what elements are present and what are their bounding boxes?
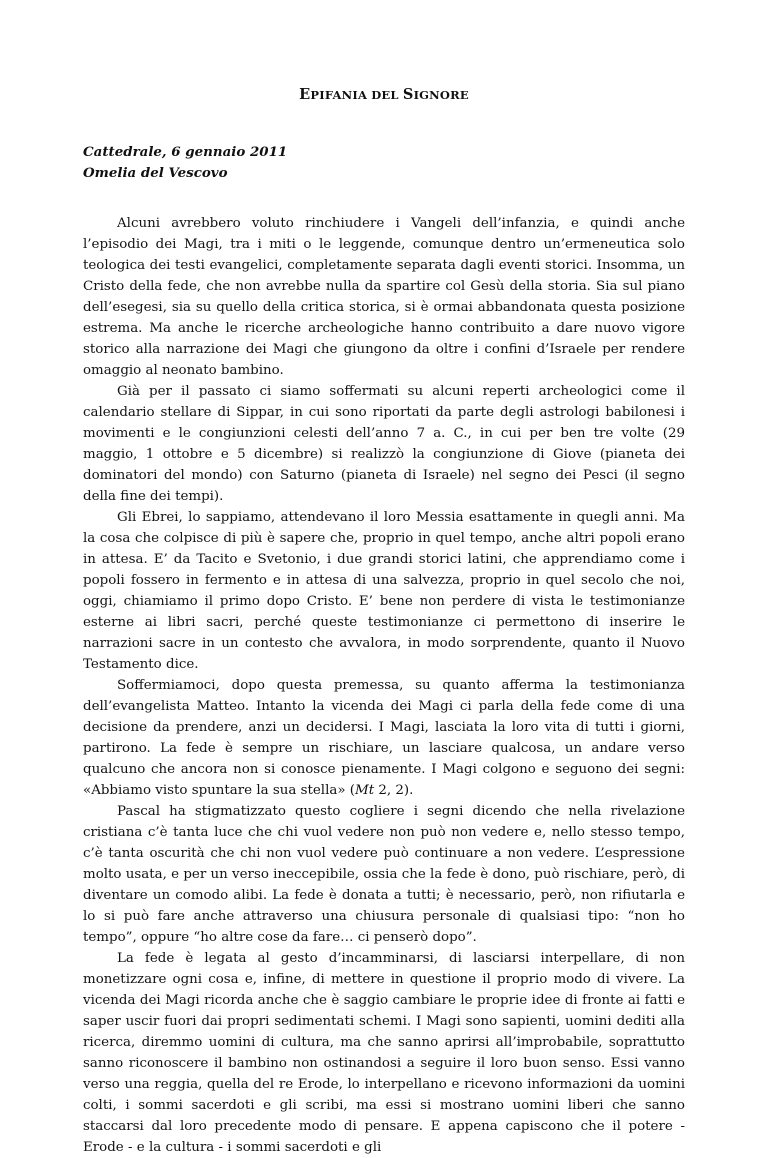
document-page [83,86,685,1158]
paragraph: Gli Ebrei, lo sappiamo, attendevano il loro Messia esattamente in quegli anni. Ma la cosa che colpisce di più è sapere che, proprio in quel tempo, anche altri popoli erano in attesa. E’ da Tacito e Svetonio, i due grandi storici latini, che apprendiamo come i popoli fossero in fermento e in attesa di una salvezza, proprio in quel secolo che noi, oggi, chiamiamo il primo dopo Cristo. E’ bene non perdere di vista le testimonianze esterne ai libri sacri, perché queste testimonianze ci permettono di inserire le narrazioni sacre in un contesto che avvalora, in modo sorprendente, quanto il Nuovo Testamento dice. [83,510,685,672]
document-body [83,213,685,1158]
document-subtitle: Omelia del Vescovo [83,165,228,181]
document-title: EPIFANIA DEL SIGNORE [299,86,469,103]
paragraph: Pascal ha stigmatizzato questo cogliere i segni dicendo che nella rivelazione cristiana c’è tanta luce che chi vuol vedere non può non vedere e, nello stesso tempo, c’è tanta oscurità che chi non vuol vedere può continuare a non vedere. L’espressione molto usata, e per un verso ineccepibile, ossia che la fede è dono, può rischiare, però, di diventare un comodo alibi. La fede è donata a tutti; è necessario, però, non rifiutarla e lo si può fare anche attraverso una chiusura personale di qualsiasi tipo: “non ho tempo”, oppure “ho altre cose da fare… ci penserò dopo”. [83,804,685,945]
paragraph: Soffermiamoci, dopo questa premessa, su quanto afferma la testimonianza dell’evangelista Matteo. Intanto la vicenda dei Magi ci parla della fede come di una decisione da prendere, anzi un decidersi. I Magi, lasciata la loro vita di tutti i giorni, partirono. La fede è sempre un rischiare, un lasciare qualcosa, un andare verso qualcuno che ancora non si conosce pienamente. I Magi colgono e seguono dei segni: «Abbiamo visto spuntare la sua stella» (Mt 2, 2). [83,678,685,798]
paragraph: Alcuni avrebbero voluto rinchiudere i Vangeli dell’infanzia, e quindi anche l’episodio dei Magi, tra i miti o le leggende, comunque dentro un’ermeneutica solo teologica dei testi evangelici, completamente separata dagli eventi storici. Insomma, un Cristo della fede, che non avrebbe nulla da spartire col Gesù della storia. Sia sul piano dell’esegesi, sia su quello della critica storica, si è ormai abbandonata questa posizione estrema. Ma anche le ricerche archeologiche hanno contribuito a dare nuovo vigore storico alla narrazione dei Magi che giungono da oltre i confini d’Israele per rendere omaggio al neonato bambino. [83,216,685,378]
document-meta [83,142,685,184]
paragraph: La fede è legata al gesto d’incamminarsi, di lasciarsi interpellare, di non monetizzare ogni cosa e, infine, di mettere in questione il proprio modo di vivere. La vicenda dei Magi ricorda anche che è saggio cambiare le proprie idee di fronte ai fatti e saper uscir fuori dai propri sedimentati schemi. I Magi sono sapienti, uomini dediti alla ricerca, diremmo uomini di cultura, ma che sanno aprirsi all’improbabile, soprattutto sanno riconoscere il bambino non ostinandosi a seguire il loro buon senso. Essi vanno verso una reggia, quella del re Erode, lo interpellano e ricevono informazioni da uomini colti, i sommi sacerdoti e gli scribi, ma essi si mostrano uomini liberi che sanno staccarsi dal loro precedente modo di pensare. E appena capiscono che il potere - Erode - e la cultura - i sommi sacerdoti e gli [83,951,685,1155]
paragraph: Già per il passato ci siamo soffermati su alcuni reperti archeologici come il calendario stellare di Sippar, in cui sono riportati da parte degli astrologi babilonesi i movimenti e le congiunzioni celesti dell’anno 7 a. C., in cui per ben tre volte (29 maggio, 1 ottobre e 5 dicembre) si realizzò la congiunzione di Giove (pianeta dei dominatori del mondo) con Saturno (pianeta di Israele) nel segno dei Pesci (il segno della fine dei tempi). [83,384,685,504]
place-date: Cattedrale, 6 gennaio 2011 [83,144,288,160]
bible-reference: Mt [355,783,375,798]
